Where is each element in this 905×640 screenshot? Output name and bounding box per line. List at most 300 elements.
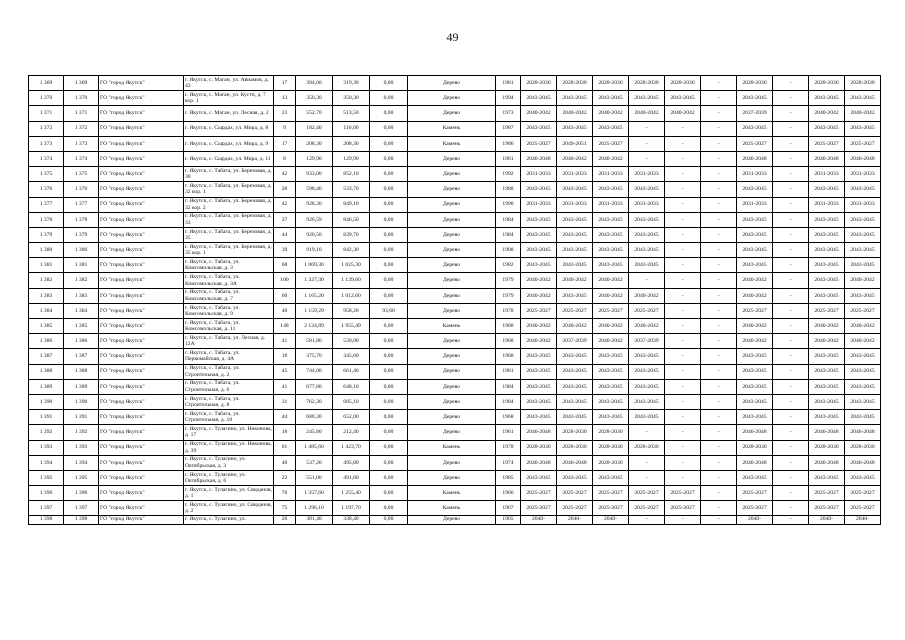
period-1-cell: 2043-2045 (521, 470, 557, 485)
nonresidential-area-cell: 0,00 (370, 334, 408, 349)
owner-cell: ГО "город Якутск" (99, 455, 184, 470)
period-8-cell: - (773, 273, 809, 288)
period-7-cell: 2025-2027 (737, 303, 773, 318)
building-number-cell: 1 375 (64, 167, 99, 182)
row-number-cell: 1 371 (29, 106, 64, 121)
period-7-cell: 2037-2039 (737, 106, 773, 121)
total-area-cell: 129,90 (296, 151, 333, 166)
period-8-cell: - (773, 121, 809, 136)
period-8-cell: - (773, 258, 809, 273)
building-number-cell: 1 391 (64, 410, 99, 425)
period-5-cell: - (665, 182, 701, 197)
period-9-cell: 2025-2027 (809, 486, 845, 501)
table-row (29, 76, 881, 91)
table-row (29, 470, 881, 485)
period-5-cell: - (665, 319, 701, 334)
building-number-cell: 1 370 (64, 91, 99, 106)
living-area-cell: 539,00 (333, 334, 370, 349)
address-cell: г. Якутск, с. Табага, ул. Комсомольская, д. 11 (184, 319, 274, 334)
period-4-cell: 2028-2030 (629, 76, 665, 91)
wall-material-cell: Дерево (408, 182, 496, 197)
period-1-cell: 2043-2045 (521, 394, 557, 409)
period-3-cell: 2040-2042 (593, 151, 629, 166)
table-row (29, 319, 881, 334)
period-2-cell: 2037-2039 (557, 334, 593, 349)
total-area-cell: 1 327,30 (296, 273, 333, 288)
nonresidential-area-cell: 0,00 (370, 243, 408, 258)
living-area-cell: 116,00 (333, 121, 370, 136)
building-number-cell: 1 398 (64, 516, 99, 525)
apartments-cell: 40 (274, 303, 296, 318)
period-5-cell: - (665, 258, 701, 273)
table-row (29, 410, 881, 425)
apartments-cell: 42 (274, 197, 296, 212)
period-9-cell: 2043-2045 (809, 243, 845, 258)
apartments-cell: 148 (274, 319, 296, 334)
total-area-cell: 1 357,60 (296, 486, 333, 501)
address-cell: г. Якутск, с. Табага, ул. Строительная, д. 2 (184, 364, 274, 379)
period-7-cell: 2043-2045 (737, 394, 773, 409)
period-9-cell: 2046-2048 (809, 425, 845, 440)
period-4-cell: 2031-2033 (629, 167, 665, 182)
period-2-cell: 2043-2045 (557, 349, 593, 364)
period-8-cell: - (773, 455, 809, 470)
period-9-cell: 2043-2045 (809, 364, 845, 379)
period-7-cell: 2025-2027 (737, 486, 773, 501)
period-10-cell: 2040- (845, 516, 881, 525)
living-area-cell: 685,10 (333, 394, 370, 409)
period-3-cell: 2043-2045 (593, 258, 629, 273)
owner-cell: ГО "город Якутск" (99, 349, 184, 364)
table-row (29, 106, 881, 121)
period-9-cell: 2043-2045 (809, 470, 845, 485)
total-area-cell: 537,20 (296, 455, 333, 470)
apartments-cell: 60 (274, 288, 296, 303)
period-4-cell: 2043-2045 (629, 349, 665, 364)
nonresidential-area-cell: 0,00 (370, 288, 408, 303)
period-3-cell: 2043-2045 (593, 91, 629, 106)
period-4-cell: 2043-2045 (629, 91, 665, 106)
period-3-cell: 2025-2027 (593, 303, 629, 318)
period-1-cell: 2046-2048 (521, 425, 557, 440)
owner-cell: ГО "город Якутск" (99, 410, 184, 425)
period-9-cell: 2025-2027 (809, 303, 845, 318)
period-5-cell: - (665, 273, 701, 288)
apartments-cell: 41 (274, 379, 296, 394)
living-area-cell: 852,10 (333, 167, 370, 182)
period-3-cell: 2043-2045 (593, 182, 629, 197)
total-area-cell: 928,30 (296, 197, 333, 212)
owner-cell: ГО "город Якутск" (99, 303, 184, 318)
period-8-cell: - (773, 501, 809, 516)
wall-material-cell: Дерево (408, 243, 496, 258)
build-year-cell: 1966 (496, 486, 521, 501)
total-area-cell: 552,70 (296, 106, 333, 121)
period-2-cell: 2043-2045 (557, 182, 593, 197)
row-number-cell: 1 383 (29, 288, 64, 303)
owner-cell: ГО "город Якутск" (99, 440, 184, 455)
period-6-cell: - (701, 501, 737, 516)
period-5-cell: - (665, 470, 701, 485)
period-10-cell: 2043-2045 (845, 394, 881, 409)
period-8-cell: - (773, 106, 809, 121)
nonresidential-area-cell: 0,00 (370, 197, 408, 212)
period-10-cell: 2046-2048 (845, 151, 881, 166)
nonresidential-area-cell: 0,00 (370, 227, 408, 242)
apartments-cell: 44 (274, 227, 296, 242)
period-9-cell: 2043-2045 (809, 182, 845, 197)
address-cell: г. Якутск, с. Табага, ул. Комсомольская, д. 3А (184, 273, 274, 288)
period-7-cell: 2046-2048 (737, 425, 773, 440)
period-7-cell: 2043-2045 (737, 121, 773, 136)
period-9-cell: 2043-2045 (809, 227, 845, 242)
period-10-cell: 2043-2045 (845, 243, 881, 258)
row-number-cell: 1 384 (29, 303, 64, 318)
row-number-cell: 1 381 (29, 258, 64, 273)
period-9-cell: 2043-2045 (809, 273, 845, 288)
period-2-cell: 2040-2042 (557, 106, 593, 121)
period-10-cell: 2043-2045 (845, 349, 881, 364)
period-5-cell: - (665, 455, 701, 470)
row-number-cell: 1 397 (29, 501, 64, 516)
period-6-cell: - (701, 349, 737, 364)
period-7-cell: 2043-2045 (737, 182, 773, 197)
owner-cell: ГО "город Якутск" (99, 258, 184, 273)
living-area-cell: 958,20 (333, 303, 370, 318)
nonresidential-area-cell: 0,00 (370, 167, 408, 182)
wall-material-cell: Камень (408, 501, 496, 516)
period-6-cell: - (701, 227, 737, 242)
build-year-cell: 1978 (496, 303, 521, 318)
address-cell: г. Якутск, с. Тулагино, ул. Октябрьская, д. 3 (184, 455, 274, 470)
address-cell: г. Якутск, с. Тулагино, ул. (184, 516, 274, 525)
period-3-cell: 2025-2027 (593, 501, 629, 516)
period-4-cell: 2025-2027 (629, 303, 665, 318)
address-cell: г. Якутск, с. Маган, ул. Авиамов, д. 43 (184, 76, 274, 91)
period-8-cell: - (773, 151, 809, 166)
owner-cell: ГО "город Якутск" (99, 486, 184, 501)
table-row (29, 425, 881, 440)
address-cell: г. Якутск, с. Сырдах, ул. Мира, д. 8 (184, 121, 274, 136)
wall-material-cell: Дерево (408, 227, 496, 242)
period-2-cell: 2049-2051 (557, 136, 593, 151)
period-4-cell: - (629, 273, 665, 288)
period-1-cell: 2043-2045 (521, 121, 557, 136)
apartments-cell: 40 (274, 455, 296, 470)
row-number-cell: 1 382 (29, 273, 64, 288)
period-3-cell: 2043-2045 (593, 243, 629, 258)
living-area-cell: 491,60 (333, 470, 370, 485)
row-number-cell: 1 378 (29, 212, 64, 227)
period-3-cell: 2043-2045 (593, 470, 629, 485)
owner-cell: ГО "город Якутск" (99, 197, 184, 212)
nonresidential-area-cell: 0,00 (370, 258, 408, 273)
period-2-cell: 2025-2027 (557, 501, 593, 516)
total-area-cell: 381,40 (296, 516, 333, 525)
owner-cell: ГО "город Якутск" (99, 516, 184, 525)
period-10-cell: 2028-2030 (845, 76, 881, 91)
period-3-cell: 2028-2030 (593, 455, 629, 470)
address-cell: г. Якутск, с. Тулагино, ул. Свиданов, д. 1 (185, 486, 272, 500)
total-area-cell: 394,60 (296, 76, 333, 91)
period-2-cell: 2028-2030 (557, 425, 593, 440)
build-year-cell: 1981 (496, 364, 521, 379)
period-10-cell: 2046-2048 (845, 425, 881, 440)
wall-material-cell: Дерево (408, 303, 496, 318)
period-5-cell: - (665, 364, 701, 379)
nonresidential-area-cell: 0,00 (370, 486, 408, 501)
nonresidential-area-cell: 0,00 (370, 501, 408, 516)
period-10-cell: 2043-2045 (845, 121, 881, 136)
apartments-cell: 42 (274, 167, 296, 182)
wall-material-cell: Дерево (408, 364, 496, 379)
period-10-cell: 2043-2045 (845, 470, 881, 485)
period-5-cell: - (665, 516, 701, 525)
period-1-cell: 2043-2045 (521, 349, 557, 364)
address-cell: г. Якутск, с. Табага, ул. Комсомольская, д. 7 (184, 288, 274, 303)
period-6-cell: - (701, 486, 737, 501)
registry-body (29, 76, 881, 525)
address-cell: г. Якутск, с. Табага, ул. Березовая, д. 35 кор. 1 (185, 243, 272, 257)
living-area-cell: 1 955,49 (333, 319, 370, 334)
apartments-cell: 8 (274, 151, 296, 166)
period-9-cell: 2043-2045 (809, 258, 845, 273)
row-number-cell: 1 386 (29, 334, 64, 349)
nonresidential-area-cell: 0,00 (370, 379, 408, 394)
build-year-cell: 1992 (496, 167, 521, 182)
address-cell: г. Якутск, с. Табага, ул. Березовая, д. 32 кор. 1 (185, 183, 272, 196)
owner-cell: ГО "город Якутск" (99, 227, 184, 242)
period-10-cell: 2028-2030 (845, 440, 881, 455)
period-7-cell: 2046-2048 (737, 455, 773, 470)
period-6-cell: - (701, 425, 737, 440)
period-9-cell: 2040-2042 (809, 334, 845, 349)
wall-material-cell: Дерево (408, 379, 496, 394)
period-7-cell: 2025-2027 (737, 501, 773, 516)
living-area-cell: 533,70 (333, 182, 370, 197)
period-5-cell: - (665, 288, 701, 303)
period-6-cell: - (701, 136, 737, 151)
nonresidential-area-cell: 0,00 (370, 455, 408, 470)
table-row (29, 136, 881, 151)
address-cell: г. Якутск, с. Табага, ул. Березовая, д. 33 (185, 213, 272, 226)
address-cell: г. Якутск, с. Сырдах, ул. Мира, д. 9 (184, 136, 274, 151)
address-cell: г. Якутск, с. Тулагино, ул. Октябрьская, д. 6 (184, 470, 274, 485)
table-row (29, 516, 881, 525)
period-8-cell: - (773, 334, 809, 349)
address-cell: г. Якутск, с. Маган, ул. Лесная, д. 2 (184, 106, 274, 121)
building-number-cell: 1 388 (64, 364, 99, 379)
building-number-cell: 1 376 (64, 182, 99, 197)
wall-material-cell: Дерево (408, 197, 496, 212)
period-1-cell: 2043-2045 (521, 243, 557, 258)
table-row (29, 151, 881, 166)
apartments-cell: 37 (274, 212, 296, 227)
period-7-cell: 2043-2045 (737, 349, 773, 364)
period-6-cell: - (701, 76, 737, 91)
period-9-cell: 2028-2030 (809, 440, 845, 455)
period-1-cell: 2040-2042 (521, 288, 557, 303)
owner-cell: ГО "город Якутск" (99, 106, 184, 121)
period-6-cell: - (701, 319, 737, 334)
period-7-cell: 2025-2027 (737, 136, 773, 151)
address-cell: г. Якутск, с. Табага, ул. Комсомольская, д. 3 (184, 258, 274, 273)
building-number-cell: 1 387 (64, 349, 99, 364)
build-year-cell: 1986 (496, 136, 521, 151)
period-2-cell: 2046-2048 (557, 455, 593, 470)
building-number-cell: 1 378 (64, 212, 99, 227)
owner-cell: ГО "город Якутск" (99, 470, 184, 485)
wall-material-cell: Камень (408, 121, 496, 136)
building-number-cell: 1 386 (64, 334, 99, 349)
owner-cell: ГО "город Якутск" (99, 121, 184, 136)
period-6-cell: - (701, 106, 737, 121)
build-year-cell: 1978 (496, 440, 521, 455)
wall-material-cell: Дерево (408, 273, 496, 288)
owner-cell: ГО "город Якутск" (99, 319, 184, 334)
period-7-cell: 2043-2045 (737, 243, 773, 258)
address-cell: г. Якутск, с. Тулагино, ул. Никонова, д. 39 (185, 441, 272, 454)
build-year-cell: 1984 (496, 227, 521, 242)
address-cell: г. Якутск, с. Табага, ул. Березовая, д. 35 (185, 228, 272, 241)
living-area-cell: 648,10 (333, 379, 370, 394)
owner-cell: ГО "город Якутск" (99, 334, 184, 349)
wall-material-cell: Дерево (408, 470, 496, 485)
period-4-cell: 2043-2045 (629, 243, 665, 258)
period-8-cell: - (773, 212, 809, 227)
building-number-cell: 1 389 (64, 379, 99, 394)
period-9-cell: 2031-2033 (809, 197, 845, 212)
period-9-cell: 2043-2045 (809, 394, 845, 409)
period-3-cell: 2040-2042 (593, 334, 629, 349)
period-3-cell: 2043-2045 (593, 212, 629, 227)
period-2-cell: 2040-2042 (557, 319, 593, 334)
period-1-cell: 2040-2042 (521, 319, 557, 334)
row-number-cell: 1 373 (29, 136, 64, 151)
period-1-cell: 2043-2045 (521, 212, 557, 227)
period-10-cell: 2043-2045 (845, 364, 881, 379)
period-4-cell: 2043-2045 (629, 212, 665, 227)
period-10-cell: 2043-2045 (845, 379, 881, 394)
nonresidential-area-cell: 0,00 (370, 121, 408, 136)
table-row (29, 243, 881, 258)
building-number-cell: 1 373 (64, 136, 99, 151)
nonresidential-area-cell: 0,00 (370, 470, 408, 485)
period-10-cell: 2031-2033 (845, 167, 881, 182)
period-5-cell: 2028-2030 (665, 76, 701, 91)
row-number-cell: 1 392 (29, 425, 64, 440)
apartments-cell: 75 (274, 501, 296, 516)
row-number-cell: 1 379 (29, 227, 64, 242)
living-area-cell: 842,30 (333, 243, 370, 258)
owner-cell: ГО "город Якутск" (99, 288, 184, 303)
apartments-cell: 39 (274, 243, 296, 258)
table-row (29, 486, 881, 501)
period-9-cell: 2040-2042 (809, 106, 845, 121)
period-10-cell: 2043-2045 (845, 212, 881, 227)
period-1-cell: 2043-2045 (521, 410, 557, 425)
period-7-cell: 2040- (737, 516, 773, 525)
period-4-cell: 2025-2027 (629, 486, 665, 501)
build-year-cell: 1979 (496, 288, 521, 303)
period-5-cell: - (665, 121, 701, 136)
period-7-cell: 2043-2045 (737, 364, 773, 379)
period-5-cell: - (665, 136, 701, 151)
table-row (29, 197, 881, 212)
period-7-cell: 2043-2045 (737, 379, 773, 394)
period-4-cell: 2043-2045 (629, 182, 665, 197)
table-row (29, 212, 881, 227)
row-number-cell: 1 372 (29, 121, 64, 136)
period-2-cell: 2028-2030 (557, 76, 593, 91)
period-6-cell: - (701, 334, 737, 349)
period-7-cell: 2043-2045 (737, 91, 773, 106)
build-year-cell: 1994 (496, 91, 521, 106)
period-1-cell: 2040-2042 (521, 273, 557, 288)
row-number-cell: 1 390 (29, 394, 64, 409)
address-cell: г. Якутск, с. Табага, ул. Строительная, д. 10 (184, 410, 274, 425)
period-8-cell: - (773, 91, 809, 106)
building-number-cell: 1 380 (64, 243, 99, 258)
period-8-cell: - (773, 486, 809, 501)
period-7-cell: 2043-2045 (737, 470, 773, 485)
period-4-cell: 2040-2042 (629, 319, 665, 334)
build-year-cell: 1979 (496, 273, 521, 288)
period-8-cell: - (773, 243, 809, 258)
period-10-cell: 2043-2045 (845, 91, 881, 106)
period-8-cell: - (773, 440, 809, 455)
period-5-cell: 2043-2045 (665, 91, 701, 106)
wall-material-cell: Камень (408, 136, 496, 151)
nonresidential-area-cell: 0,00 (370, 319, 408, 334)
wall-material-cell: Дерево (408, 91, 496, 106)
period-8-cell: - (773, 167, 809, 182)
table-row (29, 258, 881, 273)
period-5-cell: - (665, 394, 701, 409)
period-10-cell: 2040-2042 (845, 106, 881, 121)
nonresidential-area-cell: 0,00 (370, 349, 408, 364)
period-7-cell: 2028-2030 (737, 76, 773, 91)
row-number-cell: 1 394 (29, 455, 64, 470)
apartments-cell: 26 (274, 182, 296, 197)
period-2-cell: 2043-2045 (557, 121, 593, 136)
total-area-cell: 375,70 (296, 349, 333, 364)
table-row (29, 303, 881, 318)
period-1-cell: 2031-2033 (521, 197, 557, 212)
apartments-cell: 44 (274, 410, 296, 425)
period-3-cell: 2031-2033 (593, 197, 629, 212)
table-row (29, 167, 881, 182)
period-4-cell: 2043-2045 (629, 364, 665, 379)
living-area-cell: 1 255,40 (333, 486, 370, 501)
period-1-cell: 2043-2045 (521, 182, 557, 197)
period-1-cell: 2046-2048 (521, 151, 557, 166)
period-2-cell: 2025-2027 (557, 303, 593, 318)
housing-registry-table (28, 75, 881, 525)
nonresidential-area-cell: 93,60 (370, 303, 408, 318)
period-10-cell: 2043-2045 (845, 182, 881, 197)
period-6-cell: - (701, 516, 737, 525)
owner-cell: ГО "город Якутск" (99, 379, 184, 394)
period-10-cell: 2025-2027 (845, 501, 881, 516)
nonresidential-area-cell: 0,00 (370, 394, 408, 409)
row-number-cell: 1 393 (29, 440, 64, 455)
build-year-cell: 1988 (496, 182, 521, 197)
living-area-cell: 849,10 (333, 197, 370, 212)
apartments-cell: 18 (274, 425, 296, 440)
build-year-cell: 1968 (496, 349, 521, 364)
owner-cell: ГО "город Якутск" (99, 182, 184, 197)
